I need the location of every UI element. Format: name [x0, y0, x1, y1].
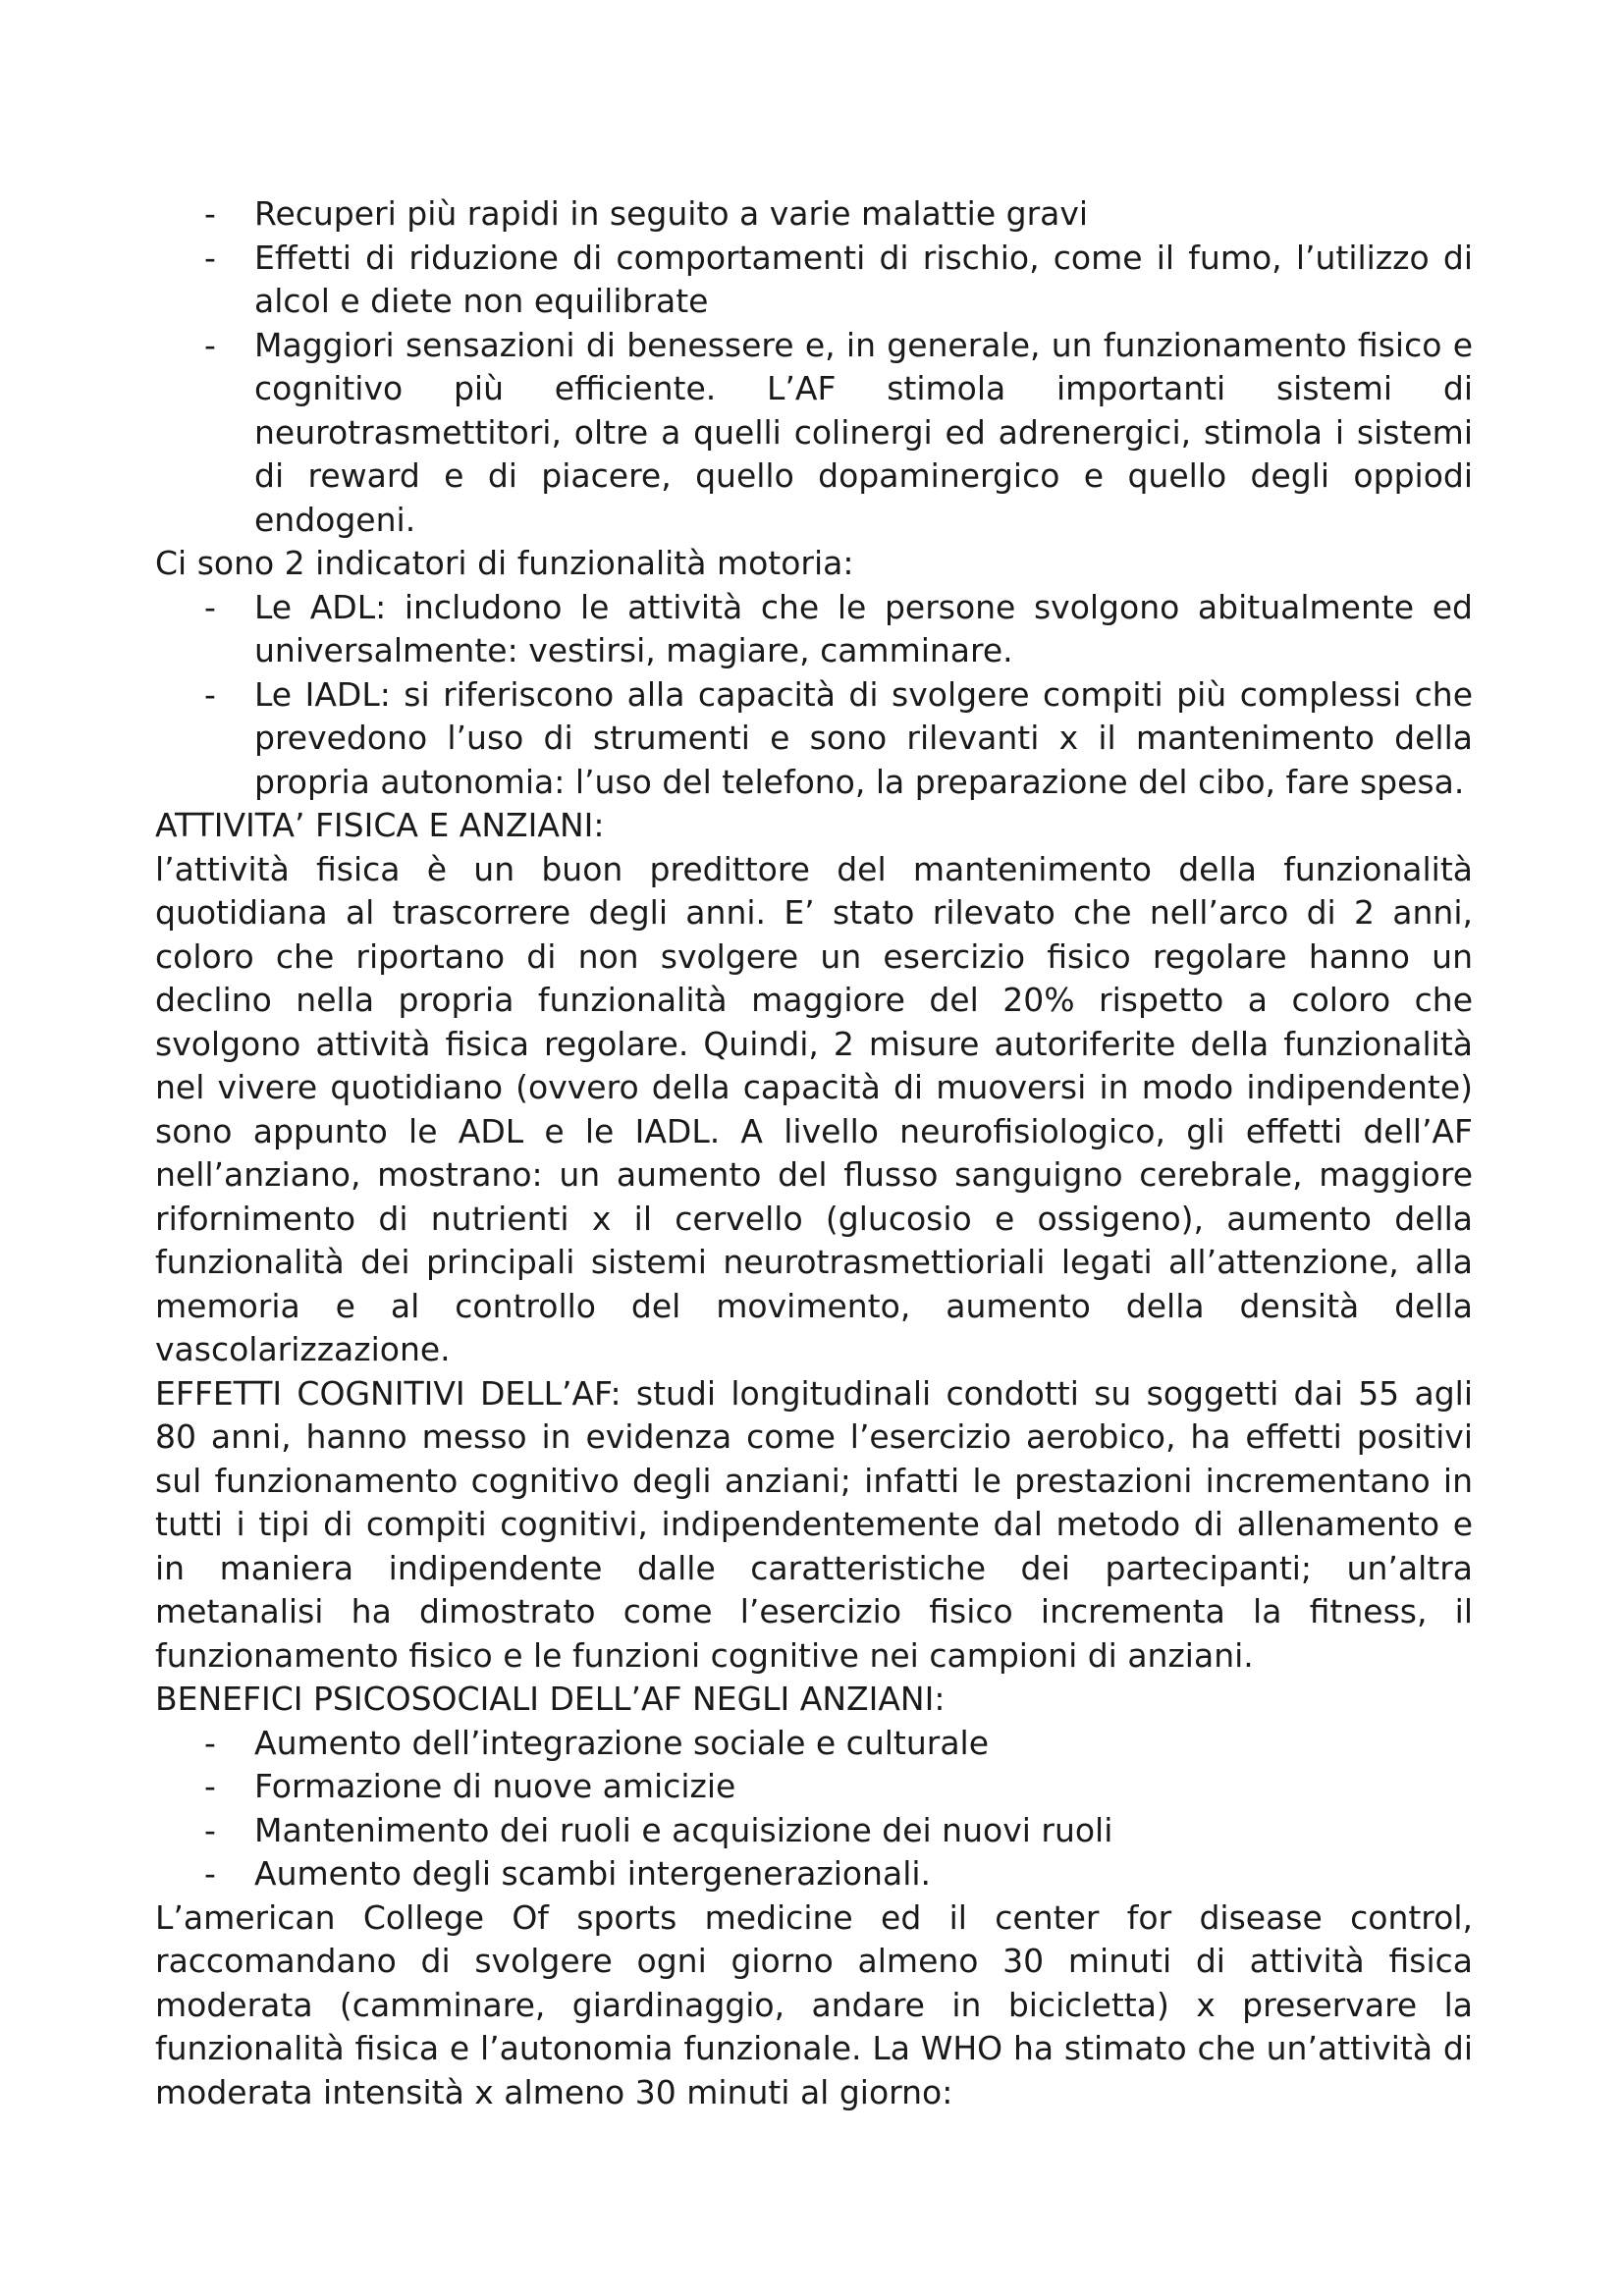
indicators-list — [155, 586, 1473, 805]
bullet-dash: - — [204, 1810, 216, 1849]
list-item-text: Le ADL: includono le attività che le persone svolgono abitualmente ed universalmente: vestirsi, magiare, camminare. — [254, 587, 1473, 669]
section-heading-psychosocial: BENEFICI PSICOSOCIALI DELL’AF NEGLI ANZIANI: — [155, 1680, 946, 1718]
list-item-text: Recuperi più rapidi in seguito a varie malattie gravi — [254, 194, 1089, 233]
bullet-dash: - — [204, 325, 216, 364]
paragraph-cognitive-effects: EFFETTI COGNITIVI DELL’AF: studi longitudinali condotti su soggetti dai 55 agli 80 anni, hanno messo in evidenza come l’esercizio aerobico, ha effetti positivi sul funzionamento cognitivo degli anziani; infatti le prestazioni incrementano in tutti i tipi di compiti cognitivi, indipendentemente dal metodo di allenamento e in maniera indipendente dalle caratteristiche dei partecipanti; un’altra metanalisi ha dimostrato come l’esercizio fisico incrementa la fitness, il funzionamento fisico e le funzioni cognitive nei campioni di anziani. — [155, 1373, 1473, 1675]
bullet-dash: - — [204, 1767, 216, 1805]
list-item-text: Le IADL: si riferiscono alla capacità di svolgere compiti più complessi che prevedono l’uso di strumenti e sono rilevanti x il mantenimento della propria autonomia: l’uso del telefono, la preparazione del cibo, fare spesa. — [254, 674, 1473, 801]
bullet-dash: - — [204, 1854, 216, 1893]
indicators-intro: Ci sono 2 indicatori di funzionalità motoria: — [155, 544, 854, 582]
list-item — [155, 673, 1473, 805]
list-item — [155, 586, 1473, 673]
section-heading-activity: ATTIVITA’ FISICA E ANZIANI: — [155, 806, 605, 844]
list-item — [155, 237, 1473, 324]
bullet-dash: - — [204, 674, 216, 714]
bullet-dash: - — [204, 238, 216, 277]
paragraph-activity: l’attività fisica è un buon predittore del mantenimento della funzionalità quotidiana al trascorrere degli anni. E’ stato rilevato che nell’arco di 2 anni, coloro che riportano di non svolgere un esercizio fisico regolare hanno un declino nella propria funzionalità maggiore del 20% rispetto a coloro che svolgono attività fisica regolare. Quindi, 2 misure autoriferite della funzionalità nel vivere quotidiano (ovvero della capacità di muoversi in modo indipendente) sono appunto le ADL e le IADL. A livello neurofisiologico, gli effetti dell’AF nell’anziano, mostrano: un aumento del flusso sanguigno cerebrale, maggiore rifornimento di nutrienti x il cervello (glucosio e ossigeno), aumento della funzionalità dei principali sistemi neurotrasmettioriali legati all’attenzione, alla memoria e al controllo del movimento, aumento della densità della vascolarizzazione. — [155, 849, 1473, 1368]
list-item — [155, 1765, 1473, 1809]
list-item — [155, 1722, 1473, 1766]
list-item — [155, 192, 1473, 237]
list-item-text: Formazione di nuove amicizie — [254, 1767, 736, 1805]
list-item-text: Aumento degli scambi intergenerazionali. — [254, 1854, 932, 1893]
list-item — [155, 1809, 1473, 1853]
bullet-dash: - — [204, 587, 216, 626]
list-item-text: Effetti di riduzione di comportamenti di rischio, come il fumo, l’utilizzo di alcol e diete non equilibrate — [254, 238, 1473, 320]
bullet-dash: - — [204, 1723, 216, 1762]
list-item — [155, 324, 1473, 543]
list-item-text: Mantenimento dei ruoli e acquisizione dei nuovi ruoli — [254, 1810, 1113, 1849]
psychosocial-list — [155, 1722, 1473, 1896]
paragraph-recommendations: L’american College Of sports medicine ed il center for disease control, raccomandano di svolgere ogni giorno almeno 30 minuti di attività fisica moderata (camminare, giardinaggio, andare in bicicletta) x preservare la funzionalità fisica e l’autonomia funzionale. La WHO ha stimato che un’attività di moderata intensità x almeno 30 minuti al giorno: — [155, 1897, 1473, 2111]
list-item-text: Aumento dell’integrazione sociale e culturale — [254, 1723, 990, 1762]
benefits-list — [155, 192, 1473, 542]
list-item-text: Maggiori sensazioni di benessere e, in generale, un funzionamento fisico e cognitivo più efficiente. L’AF stimola importanti sistemi di neurotrasmettitori, oltre a quelli colinergi ed adrenergici, stimola i sistemi di reward e di piacere, quello dopaminergico e quello degli oppiodi endogeni. — [254, 325, 1473, 539]
document-page — [155, 192, 1473, 2114]
bullet-dash: - — [204, 194, 216, 233]
list-item — [155, 1852, 1473, 1896]
